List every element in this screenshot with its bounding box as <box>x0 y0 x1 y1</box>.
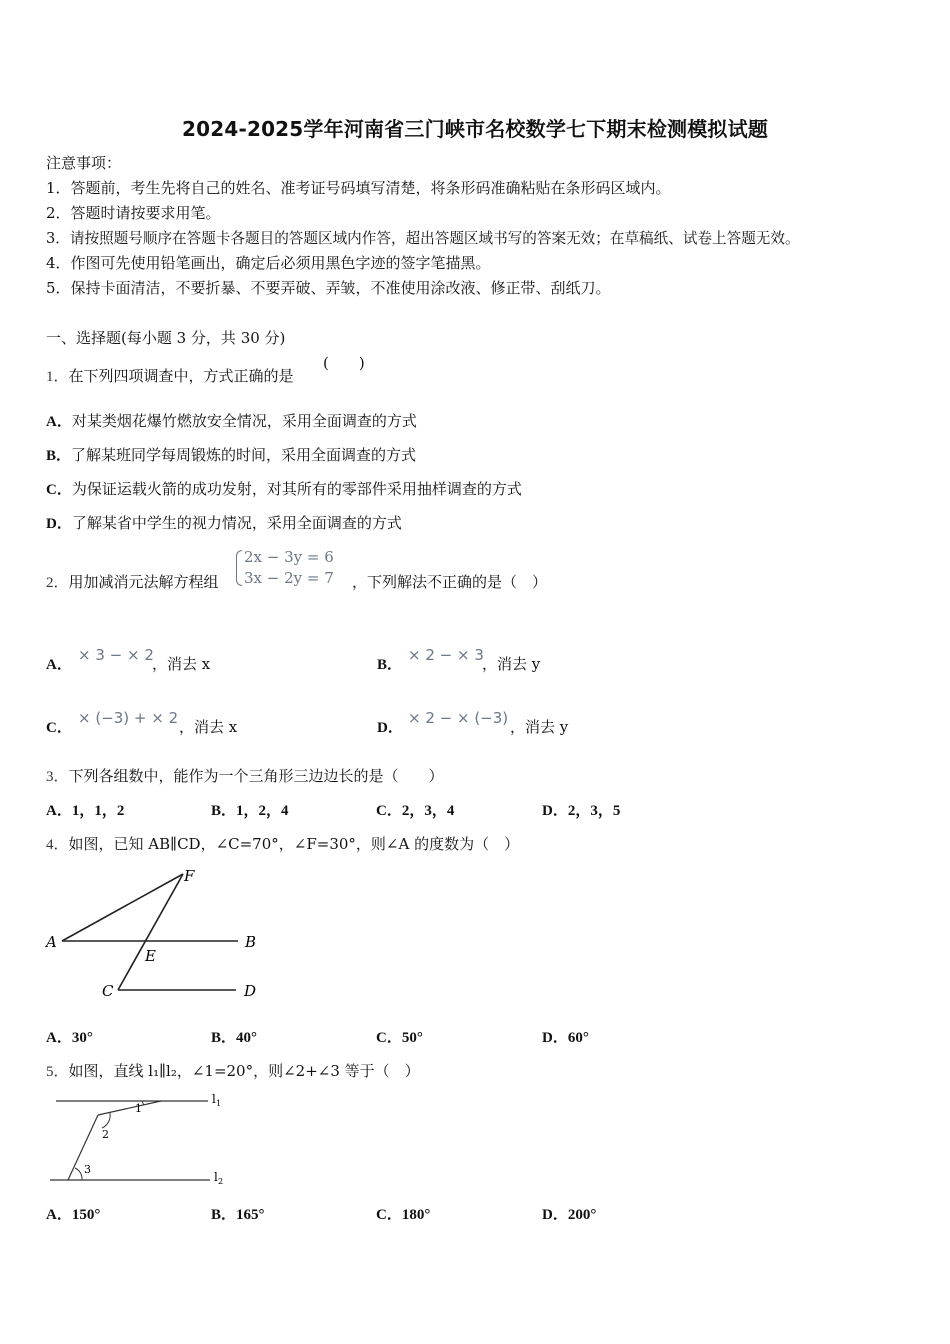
option-a-text: ，消去 x <box>152 655 211 673</box>
label-angle-2: 2 <box>102 1128 109 1141</box>
option-b-math: × 2 − × 3 <box>408 646 484 664</box>
notice-heading: 注意事项： <box>46 154 122 172</box>
label-c: C <box>102 982 114 1000</box>
question-stem: 如图，已知 AB∥CD，∠C=70°，∠F=30°，则∠A 的度数为（ ） <box>68 835 520 853</box>
label-l2-sub: 2 <box>218 1177 224 1186</box>
option-b[interactable]: B．40° <box>211 1030 258 1046</box>
option-d[interactable]: D．60° <box>542 1030 589 1046</box>
option-d-math: × 2 − × (−3) <box>408 709 509 727</box>
label-b: B <box>245 933 257 951</box>
option-a[interactable]: A．对某类烟花爆竹燃放安全情况，采用全面调查的方式 <box>46 412 417 430</box>
label-f: F <box>184 867 195 885</box>
option-d-text: ，消去 y <box>510 718 569 736</box>
option-c[interactable]: C． <box>46 720 72 736</box>
notice-item: 1．答题前，考生先将自己的姓名、准考证号码填写清楚，将条形码准确粘贴在条形码区域内。 <box>46 179 671 197</box>
notice-item: 5．保持卡面清洁，不要折暴、不要弄破、弄皱，不准使用涂改液、修正带、刮纸刀。 <box>46 279 611 297</box>
option-c[interactable]: C．2，3，4 <box>376 803 455 819</box>
segment-upper <box>98 1101 161 1115</box>
option-b[interactable]: B．165° <box>211 1207 265 1223</box>
option-d[interactable]: D．2，3，5 <box>542 803 621 819</box>
q5-figure <box>46 1090 236 1188</box>
equation-1: 2x − 3y = 6 <box>244 548 334 566</box>
question-1 <box>46 365 294 386</box>
question-tail: ，下列解法不正确的是（ ） <box>352 573 548 591</box>
question-2 <box>46 571 219 592</box>
label-l1-sub: 1 <box>216 1099 222 1108</box>
question-number: 4． <box>46 837 69 853</box>
option-c[interactable]: C．为保证运载火箭的成功发射，对其所有的零部件采用抽样调查的方式 <box>46 480 522 498</box>
answer-bracket: ( ) <box>323 354 365 372</box>
label-l1: l <box>212 1092 216 1106</box>
option-b[interactable]: B． <box>377 657 403 673</box>
segment-lower <box>68 1115 98 1180</box>
label-a: A <box>46 933 57 951</box>
question-stem: 下列各组数中，能作为一个三角形三边边长的是（ ） <box>68 767 444 785</box>
question-number: 5． <box>46 1064 69 1080</box>
notice-item: 2．答题时请按要求用笔。 <box>46 204 221 222</box>
option-c-text: ，消去 x <box>179 718 238 736</box>
option-b[interactable]: B．1，2，4 <box>211 803 289 819</box>
option-b[interactable]: B．了解某班同学每周锻炼的时间，采用全面调查的方式 <box>46 446 417 464</box>
option-c-math: × (−3) + × 2 <box>78 709 179 727</box>
question-stem: 用加减消元法解方程组 <box>68 573 219 591</box>
label-angle-3: 3 <box>84 1163 91 1176</box>
question-5 <box>46 1060 420 1081</box>
question-stem: 如图，直线 l₁∥l₂，∠1=20°，则∠2+∠3 等于（ ） <box>68 1062 420 1080</box>
label-angle-1: 1 <box>135 1102 142 1115</box>
option-c[interactable]: C．50° <box>376 1030 423 1046</box>
question-4 <box>46 833 519 854</box>
option-d[interactable]: D．200° <box>542 1207 597 1223</box>
equation-system <box>236 547 334 589</box>
equation-2: 3x − 2y = 7 <box>244 569 334 587</box>
option-d[interactable]: D． <box>377 720 403 736</box>
option-a[interactable]: A．1，1，2 <box>46 803 125 819</box>
question-number: 1． <box>46 369 69 385</box>
option-a[interactable]: A．150° <box>46 1207 101 1223</box>
option-c[interactable]: C．180° <box>376 1207 431 1223</box>
question-stem: 在下列四项调查中，方式正确的是 <box>68 367 294 385</box>
option-a-math: × 3 − × 2 <box>78 646 154 664</box>
label-e: E <box>145 947 156 965</box>
notice-item: 3．请按照题号顺序在答题卡各题目的答题区域内作答，超出答题区域书写的答案无效；在草稿纸、试卷上答题无效。 <box>46 230 800 247</box>
label-d: D <box>244 982 257 1000</box>
question-number: 3． <box>46 769 69 785</box>
option-b-text: ，消去 y <box>482 655 541 673</box>
question-number: 2． <box>46 575 69 591</box>
option-a[interactable]: A．30° <box>46 1030 93 1046</box>
option-d[interactable]: D．了解某省中学生的视力情况，采用全面调查的方式 <box>46 514 402 532</box>
option-a[interactable]: A． <box>46 657 72 673</box>
question-3 <box>46 765 444 786</box>
label-l2: l <box>214 1170 218 1184</box>
section-heading: 一、选择题(每小题 3 分，共 30 分) <box>46 329 286 347</box>
page-title: 2024-2025学年河南省三门峡市名校数学七下期末检测模拟试题 <box>181 117 769 141</box>
notice-item: 4．作图可先使用铅笔画出，确定后必须用黑色字迹的签字笔描黑。 <box>46 254 491 272</box>
q4-figure <box>40 862 280 1008</box>
